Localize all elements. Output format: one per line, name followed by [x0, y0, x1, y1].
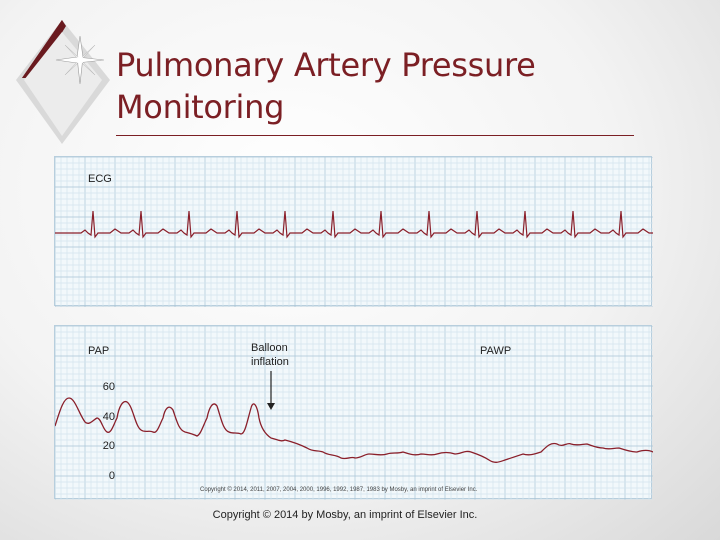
y-tick-0: 0 — [108, 470, 115, 482]
y-tick-40: 40 — [102, 411, 115, 423]
slide-title — [116, 44, 536, 128]
down-arrow-icon — [267, 371, 275, 410]
pap-label: PAP — [88, 345, 110, 357]
balloon-annotation-line-1: Balloon — [251, 342, 288, 354]
ecg-label: ECG — [88, 173, 112, 185]
y-tick-20: 20 — [102, 440, 115, 452]
slide-copyright: Copyright © 2014 by Mosby, an imprint of Elsevier Inc. — [212, 509, 478, 521]
title-underline — [116, 135, 634, 136]
balloon-annotation-line-2: inflation — [251, 356, 289, 368]
pap-strip — [54, 325, 652, 499]
pawp-label: PAWP — [480, 345, 512, 357]
y-tick-60: 60 — [102, 381, 115, 393]
figure-credit: Copyright © 2014, 2011, 2007, 2004, 2000, 1996, 1992, 1987, 1983 by Mosby, an imprint of Elsevier Inc. — [200, 487, 478, 493]
slide-logo — [14, 18, 114, 148]
ecg-strip — [54, 156, 652, 306]
pap-grid — [55, 326, 653, 500]
diamond-star-logo-icon — [14, 18, 114, 148]
ecg-grid-and-trace — [55, 157, 653, 307]
slide-title-line-2: Monitoring — [116, 88, 285, 126]
pap-grid-and-trace — [55, 326, 653, 500]
slide-title-line-1: Pulmonary Artery Pressure — [116, 46, 536, 84]
